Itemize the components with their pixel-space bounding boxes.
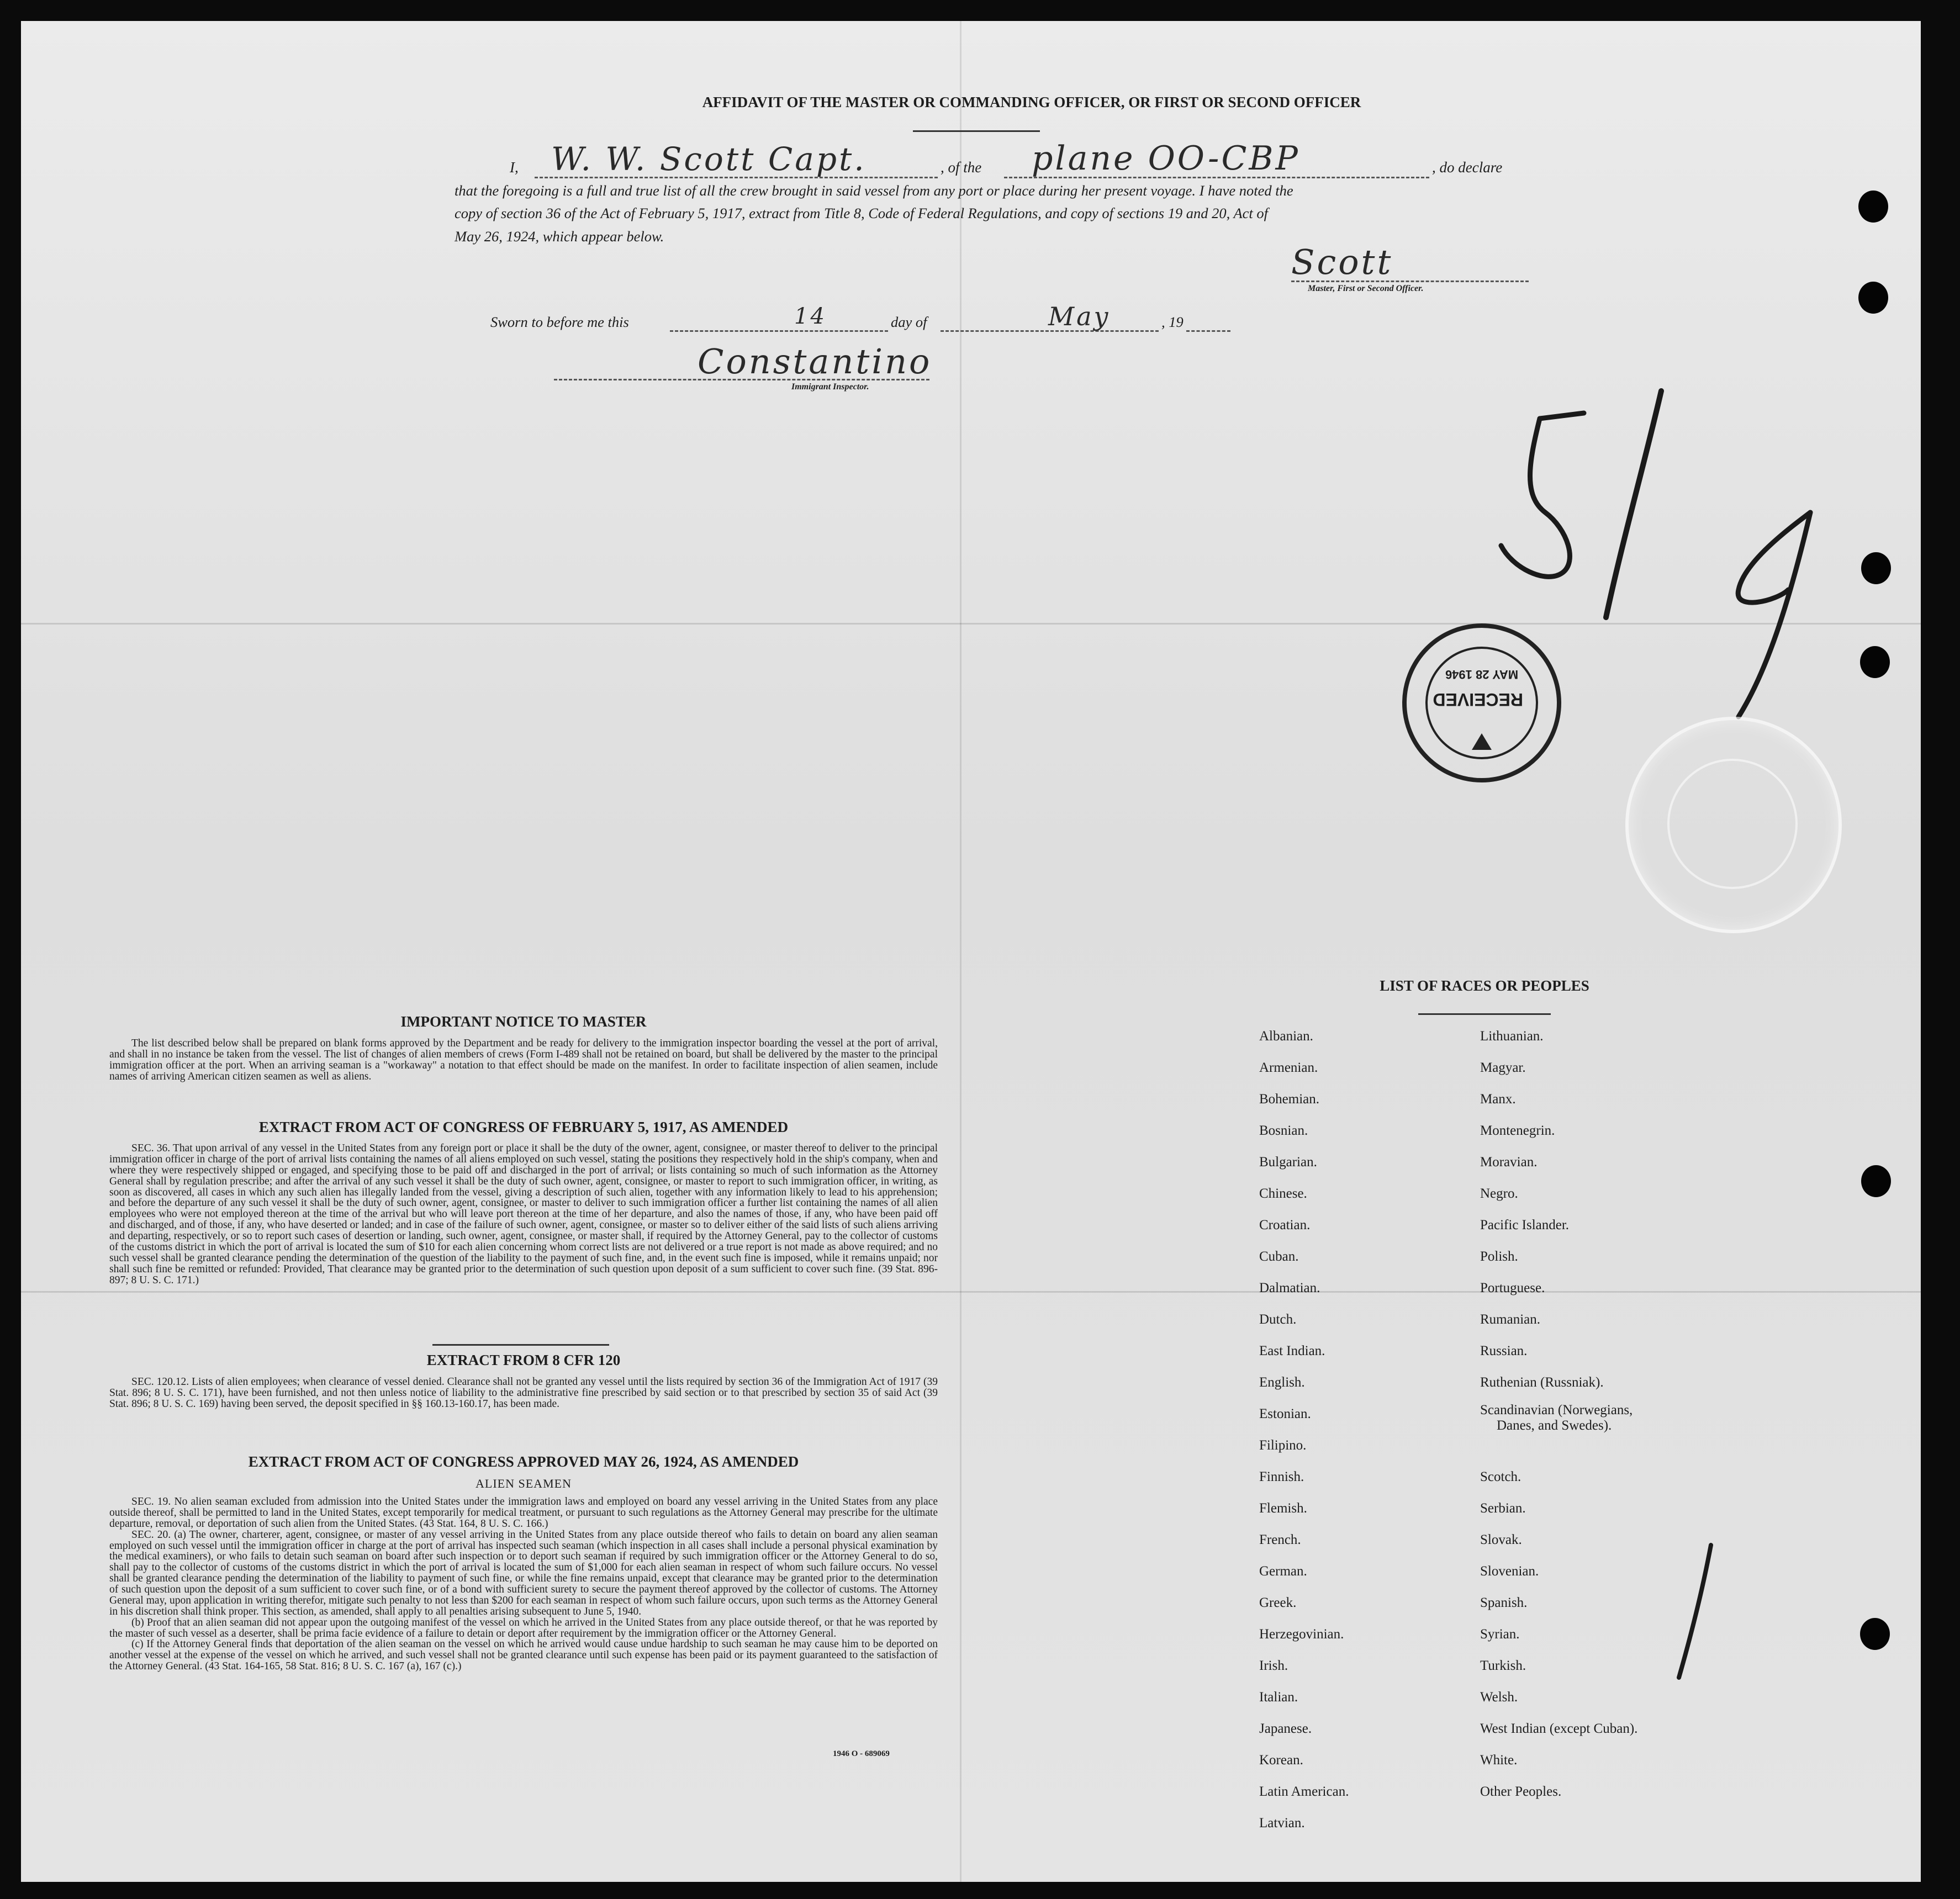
race-item: Magyar. [1480, 1060, 1526, 1075]
affidavit-title: AFFIDAVIT OF THE MASTER OR COMMANDING OFFICER, OR FIRST OR SECOND OFFICER [702, 94, 1361, 110]
race-item: Irish. [1259, 1658, 1288, 1673]
affidavit-line2: that the foregoing is a full and true list of all the crew brought in said vessel from any port or place during her present voyage. I have noted the [455, 182, 1293, 199]
day-handwriting: 14 [794, 304, 827, 329]
title-rule [913, 130, 1040, 132]
day-of-label: day of [891, 314, 927, 330]
race-item: White. [1480, 1753, 1518, 1768]
notice-body: The list described below shall be prepared on blank forms approved by the Department and be ready for delivery to the immigration inspector boarding the vessel at the port of arrival, and shall in no instance be taken from the vessel. The list of changes of alien members of crews (Form I-489 shall not be retained on board, but shall be delivered by the master to the principal immigration officer at the port. When an arriving seaman is a "workaway" a notation to that effect should be made on the manifest. In order to facilitate inspection of alien seamen, include names of arriving American citizen seamen as well as aliens. [109, 1038, 938, 1082]
race-item: Croatian. [1259, 1218, 1311, 1233]
race-item: Spanish. [1480, 1595, 1528, 1610]
race-item: Slovak. [1480, 1532, 1522, 1547]
received-stamp [1399, 617, 1565, 789]
race-item: German. [1259, 1564, 1307, 1579]
affidavit-line3: copy of section 36 of the Act of February 5, 1917, extract from Title 8, Code of Federal Regulations, and copy of sections 19 and 20, Act of [455, 205, 1268, 221]
race-item: West Indian (except Cuban). [1480, 1721, 1638, 1736]
race-item: Finnish. [1259, 1469, 1304, 1484]
races-title: LIST OF RACES OR PEOPLES [1380, 977, 1589, 994]
extract-1924-subtitle: ALIEN SEAMEN [476, 1477, 572, 1490]
punch-hole [1858, 282, 1888, 314]
inspector-label: Immigrant Inspector. [791, 382, 869, 392]
race-item: Estonian. [1259, 1406, 1311, 1421]
race-item: Bulgarian. [1259, 1155, 1317, 1170]
notice-title: IMPORTANT NOTICE TO MASTER [400, 1013, 647, 1030]
race-item: Scandinavian (Norwegians, [1480, 1403, 1633, 1417]
vessel-handwriting: plane OO-CBP [1032, 139, 1300, 178]
race-item: Dutch. [1259, 1312, 1297, 1327]
race-item: Moravian. [1480, 1155, 1538, 1170]
extract-1924-title: EXTRACT FROM ACT OF CONGRESS APPROVED MAY 26, 1924, AS AMENDED [248, 1453, 799, 1470]
race-item: Ruthenian (Russniak). [1480, 1375, 1604, 1390]
races-left-column [1259, 1020, 1349, 1839]
race-item: Chinese. [1259, 1186, 1307, 1201]
race-item: East Indian. [1259, 1343, 1325, 1358]
race-item: Russian. [1480, 1343, 1528, 1358]
race-item: Japanese. [1259, 1721, 1312, 1736]
race-item: Rumanian. [1480, 1312, 1541, 1327]
mark-drawing [1672, 1540, 1716, 1683]
race-item: English. [1259, 1375, 1305, 1390]
race-item: Filipino. [1259, 1438, 1307, 1453]
race-item: Serbian. [1480, 1501, 1526, 1516]
extract-1917-title: EXTRACT FROM ACT OF CONGRESS OF FEBRUARY 5, 1917, AS AMENDED [258, 1119, 789, 1135]
race-item: Flemish. [1259, 1501, 1307, 1516]
race-item: Bosnian. [1259, 1123, 1308, 1138]
punch-hole [1860, 1618, 1890, 1650]
signature-label: Master, First or Second Officer. [1308, 284, 1424, 293]
embossed-seal [1625, 717, 1842, 933]
race-item: Scotch. [1480, 1469, 1521, 1484]
race-item: Greek. [1259, 1595, 1297, 1610]
race-item: Syrian. [1480, 1627, 1520, 1642]
affidavit-do-declare: , do declare [1432, 159, 1503, 176]
race-item: Negro. [1480, 1186, 1518, 1201]
extract-1917-body: SEC. 36. That upon arrival of any vessel in the United States from any foreign port or place it shall be the duty of the owner, agent, consignee, or master thereof to deliver to the principal immigration officer in charge of the port of arrival lists containing the names of all aliens employed on such vessel, stating the positions they respectively hold in the ship's company, when and where they were respectively shipped or engaged, and specifying those to be paid off and discharged in the port of arrival; or lists containing so much of such information as the Attorney General shall by regulation prescribe; and after the arrival of any such vessel it shall be the duty of such owner, agent, consignee, or master to report to such immigration officer, in writing, as soon as discovered, all cases in which any such alien has illegally landed from the vessel, giving a description of such alien, together with any information likely to lead to his apprehension; and before the departure of any such vessel it shall be the duty of such owner, agent, consignee, or master to deliver to such immigration officer a further list containing the names of all alien employees who were not employed thereon at the time of the arrival but who will leave port thereon at the time of her departure, and also the names of those, if any, who have been paid off and discharged, and of those, if any, who have deserted or landed; and in case of the failure of such owner, agent, consignee, or master so to deliver either of the said lists of such aliens arriving and departing, respectively, or so to report such cases of desertion or landing, such owner, agent, consignee, or master shall, if required by the Attorney General, pay to the collector of customs of the customs district in which the port of arrival is located the sum of $10 for each alien concerning whom correct lists are not delivered or a true report is not made as above required; and no such vessel shall be granted clearance pending the determination of the question of the liability to the payment of such fine, and, in the event such fine is imposed, while it remains unpaid; nor shall such fine be remitted or refunded: Provided, That clearance may be granted prior to the determination of such question upon deposit of a sum sufficient to cover such fine. (39 Stat. 896-897; 8 U. S. C. 171.) [109, 1142, 938, 1286]
sworn-label: Sworn to before me this [490, 314, 629, 330]
race-item: Polish. [1480, 1249, 1518, 1264]
punch-hole [1858, 191, 1888, 223]
race-item: Pacific Islander. [1480, 1218, 1570, 1233]
affidavit-i: I, [510, 159, 519, 176]
fold-line [960, 21, 961, 1882]
race-item: Korean. [1259, 1753, 1303, 1768]
document-page [21, 21, 1921, 1882]
race-item: Dalmatian. [1259, 1281, 1320, 1295]
master-name-handwriting: W. W. Scott Capt. [551, 140, 867, 178]
month-handwriting: May [1048, 301, 1111, 331]
stamp-received-text: RECEIVED [1433, 690, 1523, 710]
race-item: Bohemian. [1259, 1092, 1320, 1107]
seal-inner-ring [1667, 759, 1798, 889]
stamp-date-text: MAY 28 1946 [1445, 668, 1519, 681]
race-item: Danes, and Swedes). [1497, 1418, 1612, 1433]
officer-signature: Scott [1291, 242, 1393, 282]
races-right-column [1480, 1020, 1637, 1807]
race-item: Manx. [1480, 1092, 1516, 1107]
handwritten-mark-text [1672, 1545, 1673, 1546]
affidavit-of-the: , of the [941, 159, 982, 176]
extract-1924-body: SEC. 19. No alien seaman excluded from admission into the United States under the immigration laws and employed on board any vessel arriving in the United States from any place outside thereof, shall be permitted to land in the United States, except temporarily for medical treatment, or pursuant to such regulations as the Attorney General may prescribe for the ultimate departure, removal, or deportation of such alien from the United States. (43 Stat. 164, 8 U. S. C. 166.) SEC. 20. (a) The owner, charterer, agent, consignee, or master of any vessel arriving in the United States from any place outside thereof who fails to detain on board any alien seaman employed on such vessel until the immigration officer in charge at the port of arrival has inspected such seaman (which inspection in all cases shall include a personal physical examination by the medical examiners), or who fails to detain such seaman on board after such inspection or to deport such seaman if required by such immigration officer or the Attorney General to do so, shall pay to the collector of customs of the customs district in which the port of arrival is located the sum of $1,000 for each alien seaman in respect of whom such failure occurs. No vessel shall be granted clearance pending the determination of the liability to payment of such fine, or while the fine remains unpaid, except that clearance may be granted prior to the determination of such question upon the deposit of a sum sufficient to cover such fine, or of a bond with sufficient surety to secure the payment thereof approved by the collector of customs. The Attorney General may, upon application in writing therefor, mitigate such penalty to not less than $200 for each seaman in respect of whom such failure occurs, upon such terms as the Attorney General in his discretion shall think proper. This section, as amended, shall apply to all penalties arising subsequent to June 5, 1940. (b) Proof that an alien seaman did not appear upon the outgoing manifest of the vessel on which he arrived in the United States from any place outside thereof, or that he was reported by the master of such vessel as a deserter, shall be prima facie evidence of a failure to detain or deport after requirement by the immigration officer or the Attorney General. (c) If the Attorney General finds that deportation of the alien seaman on the vessel on which he arrived would cause undue hardship to such seaman he may cause him to be deported on another vessel at the expense of the vessel on which he arrived, and such vessel shall not be granted clearance until such expense has been paid or its payment guaranteed to the satisfaction of the Attorney General. (43 Stat. 164-165, 58 Stat. 816; 8 U. S. C. 167 (a), 167 (c).) [109, 1496, 938, 1673]
race-item: Portuguese. [1480, 1281, 1545, 1295]
punch-hole [1861, 1165, 1891, 1197]
race-item: Welsh. [1480, 1690, 1518, 1705]
race-item: Italian. [1259, 1690, 1298, 1705]
race-item: Lithuanian. [1480, 1029, 1544, 1044]
print-code: 1946 O - 689069 [833, 1749, 890, 1758]
race-item: Armenian. [1259, 1060, 1318, 1075]
race-item: Other Peoples. [1480, 1784, 1562, 1799]
race-item: Cuban. [1259, 1249, 1299, 1264]
cfr-body: SEC. 120.12. Lists of alien employees; when clearance of vessel denied. Clearance shall not be granted any vessel until the lists required by section 36 of the Immigration Act of 1917 (39 Stat. 896; 8 U. S. C. 171), have been furnished, and not then unless notice of liability to the administrative fine prescribed by said section or to that prescribed by section 35 of said Act (39 Stat. 896; 8 U. S. C. 169) having been served, the deposit specified in §§ 160.13-160.17, has been made. [109, 1376, 938, 1410]
race-item: Herzegovinian. [1259, 1627, 1344, 1642]
cfr-title: EXTRACT FROM 8 CFR 120 [426, 1352, 621, 1368]
year-label: , 19 [1161, 314, 1184, 330]
punch-hole [1860, 646, 1890, 678]
race-item: Slovenian. [1480, 1564, 1539, 1579]
punch-hole [1861, 552, 1891, 584]
race-item: Latvian. [1259, 1816, 1305, 1831]
race-item: Turkish. [1480, 1658, 1526, 1673]
race-item: Albanian. [1259, 1029, 1313, 1044]
race-item: Latin American. [1259, 1784, 1349, 1799]
race-item: Montenegrin. [1480, 1123, 1555, 1138]
race-item: French. [1259, 1532, 1301, 1547]
handwritten-mark [1672, 1540, 1716, 1686]
inspector-signature: Constantino [698, 341, 932, 382]
affidavit-line4: May 26, 1924, which appear below. [455, 228, 664, 245]
